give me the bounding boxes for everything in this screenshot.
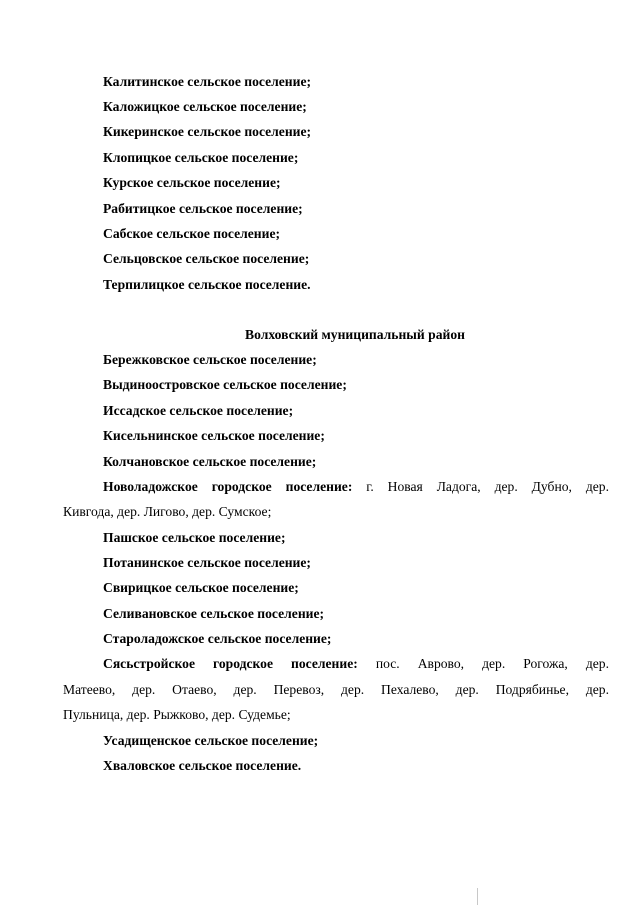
scan-edge-line [477,888,478,905]
list-item: Калитинское сельское поселение; [103,74,312,89]
settlement-name: Сясьстройское городское поселение: [103,656,358,671]
settlement-name: Новоладожское городское поселение: [103,479,353,494]
list-item: Терпилицкое сельское поселение. [103,277,311,292]
list-item: Кисельнинское сельское поселение; [103,428,325,443]
list-item: Каложицкое сельское поселение; [103,99,307,114]
settlement-paragraph-line [103,479,609,495]
settlement-villages: пос. Аврово, дер. Рогожа, дер. [375,656,610,671]
list-item: Кикеринское сельское поселение; [103,124,312,139]
list-item: Бережковское сельское поселение; [103,352,317,367]
settlement-villages-continued: Матеево, дер. Отаево, дер. Перевоз, дер. Пехалево, дер. Подрябинье, дер. [63,682,609,697]
list-item: Пашское сельское поселение; [103,530,286,545]
list-item: Староладожское сельское поселение; [103,631,332,646]
list-item: Курское сельское поселение; [103,175,281,190]
settlement-villages-continued: Кивгода, дер. Лигово, дер. Сумское; [63,504,272,519]
settlement-paragraph-line [103,656,609,672]
list-item: Выдиноостровское сельское поселение; [103,377,347,392]
list-item: Сабское сельское поселение; [103,226,281,241]
list-item: Иссадское сельское поселение; [103,403,294,418]
settlement-villages: г. Новая Ладога, дер. Дубно, дер. [366,479,609,494]
list-item: Свирицкое сельское поселение; [103,580,299,595]
list-item: Сельцовское сельское поселение; [103,251,310,266]
list-item: Рабитицкое сельское поселение; [103,201,303,216]
list-item: Селивановское сельское поселение; [103,606,325,621]
list-item: Потанинское сельское поселение; [103,555,311,570]
list-item: Колчановское сельское поселение; [103,454,317,469]
list-item: Хваловское сельское поселение. [103,758,302,773]
list-item: Усадищенское сельское поселение; [103,733,319,748]
settlement-villages-continued: Пульница, дер. Рыжково, дер. Судемье; [63,707,291,722]
list-item: Клопицкое сельское поселение; [103,150,299,165]
section-heading: Волховский муниципальный район [245,327,465,342]
